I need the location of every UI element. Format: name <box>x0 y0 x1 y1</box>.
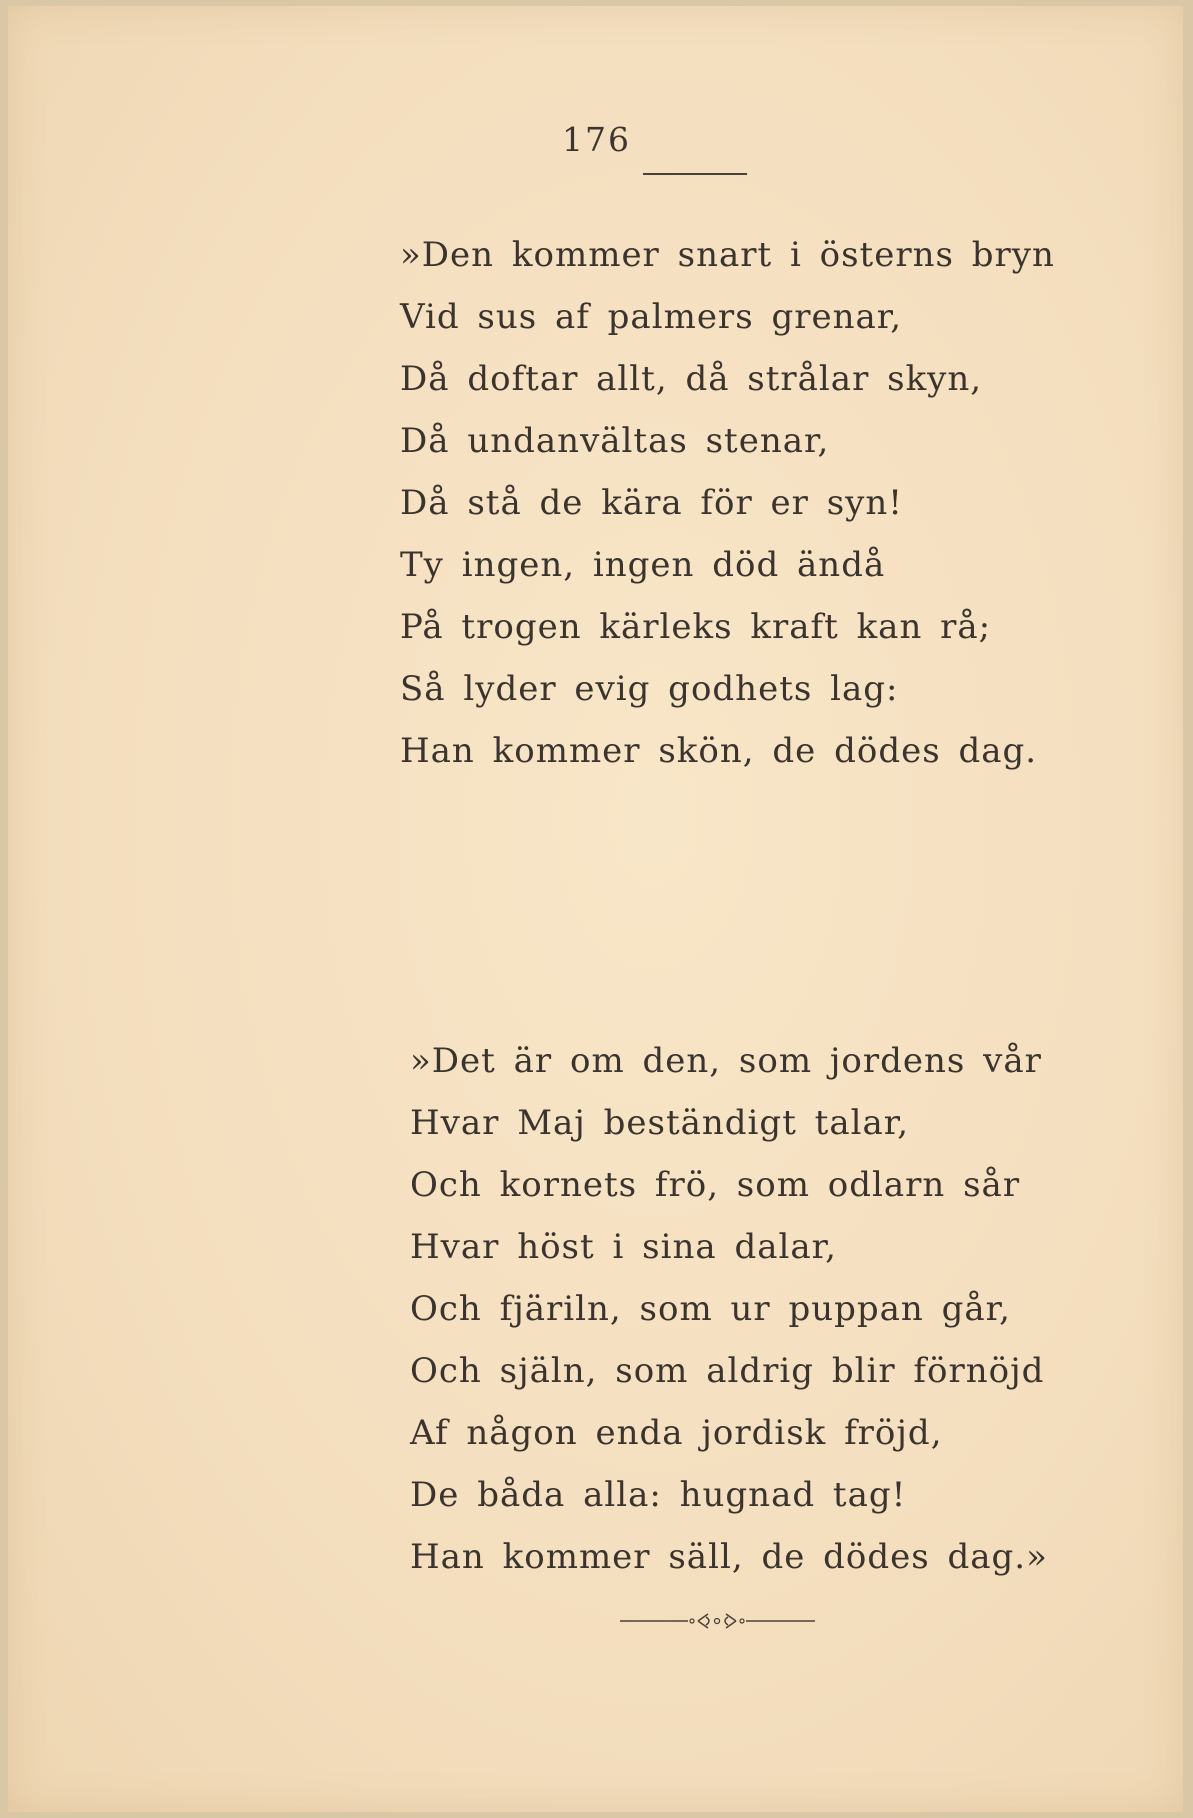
verse-line: Han kommer skön, de dödes dag. <box>400 731 1038 771</box>
verse-line: Han kommer säll, de dödes dag.» <box>410 1537 1048 1577</box>
verse-line: Och fjäriln, som ur puppan går, <box>410 1289 1011 1329</box>
verse-line: Af någon enda jordisk fröjd, <box>410 1413 943 1453</box>
verse-line: »Det är om den, som jordens vår <box>410 1041 1042 1081</box>
verse-line: Vid sus af palmers grenar, <box>400 297 903 337</box>
verse-line: Hvar Maj beständigt talar, <box>410 1103 910 1143</box>
page-number-rule <box>643 173 747 175</box>
page-number: 176 <box>562 120 631 159</box>
stanza-2 <box>410 1030 1048 1588</box>
verse-line: Då doftar allt, då strålar skyn, <box>400 359 983 399</box>
verse-line: »Den kommer snart i österns bryn <box>400 235 1055 275</box>
verse-line: De båda alla: hugnad tag! <box>410 1475 907 1515</box>
verse-line: Och kornets frö, som odlarn sår <box>410 1165 1021 1205</box>
verse-line: Ty ingen, ingen död ändå <box>400 545 886 585</box>
end-ornament-icon <box>620 1606 815 1636</box>
verse-line: Så lyder evig godhets lag: <box>400 669 899 709</box>
verse-line: Hvar höst i sina dalar, <box>410 1227 837 1267</box>
verse-line: På trogen kärleks kraft kan rå; <box>400 607 992 647</box>
stanza-1 <box>400 224 1055 782</box>
verse-line: Och själn, som aldrig blir förnöjd <box>410 1351 1045 1391</box>
verse-line: Då stå de kära för er syn! <box>400 483 903 523</box>
verse-line: Då undanvältas stenar, <box>400 421 830 461</box>
